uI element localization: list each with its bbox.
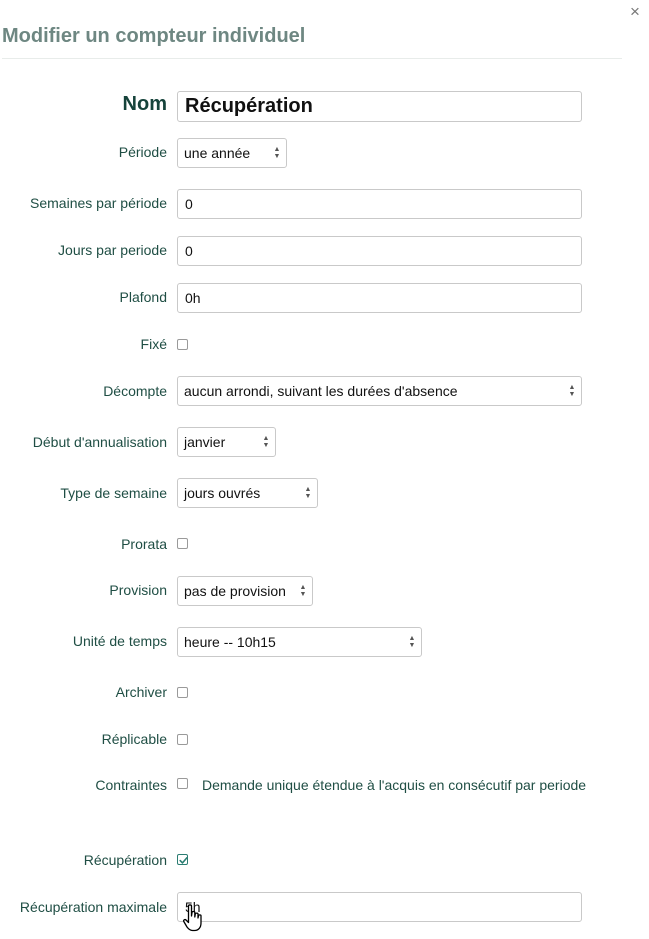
select-arrows-icon: ▲ ▼ [568, 384, 576, 398]
debut-selected: janvier [184, 434, 226, 450]
row-recup-max [0, 892, 649, 922]
row-prorata [0, 536, 649, 552]
row-provision [0, 576, 649, 606]
hand-pointer-icon [182, 903, 206, 933]
prorata-label: Prorata [121, 536, 167, 552]
jours-input[interactable]: 0 [177, 236, 582, 266]
row-fixe [0, 336, 649, 352]
select-arrows-icon: ▲ ▼ [299, 584, 307, 598]
row-decompte [0, 376, 649, 406]
contraintes-label: Contraintes [95, 777, 167, 793]
select-arrows-icon: ▲ ▼ [273, 146, 281, 160]
title-divider [2, 58, 622, 59]
checkmark-icon [178, 855, 189, 866]
provision-selected: pas de provision [184, 583, 286, 599]
plafond-label: Plafond [119, 289, 167, 305]
replicable-label: Réplicable [101, 731, 167, 747]
nom-input[interactable]: Récupération [177, 91, 582, 122]
decompte-selected: aucun arrondi, suivant les durées d'absence [184, 383, 458, 399]
row-plafond [0, 283, 649, 313]
type-semaine-label: Type de semaine [60, 485, 167, 501]
semaines-input[interactable]: 0 [177, 189, 582, 219]
decompte-label: Décompte [103, 383, 167, 399]
archiver-label: Archiver [115, 684, 167, 700]
provision-label: Provision [109, 582, 167, 598]
provision-select[interactable] [177, 576, 313, 606]
archiver-checkbox[interactable] [177, 687, 188, 698]
row-type-semaine [0, 478, 649, 508]
row-recuperation [0, 852, 649, 868]
prorata-checkbox[interactable] [177, 538, 188, 549]
close-icon: × [630, 2, 640, 21]
unite-select[interactable] [177, 627, 422, 657]
dialog-title: Modifier un compteur individuel [2, 25, 306, 47]
select-arrows-icon: ▲ ▼ [304, 486, 312, 500]
recup-max-label: Récupération maximale [19, 899, 167, 915]
decompte-select[interactable] [177, 376, 582, 406]
jours-label: Jours par periode [58, 242, 167, 258]
nom-label: Nom [122, 93, 167, 115]
recup-max-input[interactable]: 5h [177, 892, 582, 922]
fixe-checkbox[interactable] [177, 339, 188, 350]
row-archiver [0, 684, 649, 700]
type-semaine-selected: jours ouvrés [184, 485, 261, 501]
periode-select[interactable] [177, 138, 287, 168]
row-periode [0, 138, 649, 168]
unite-selected: heure -- 10h15 [184, 634, 276, 650]
type-semaine-select[interactable] [177, 478, 318, 508]
row-unite [0, 627, 649, 657]
contraintes-description: Demande unique étendue à l'acquis en consécutif par periode [202, 777, 587, 793]
row-debut [0, 427, 649, 457]
plafond-input[interactable]: 0h [177, 283, 582, 313]
row-contraintes [0, 770, 649, 830]
fixe-label: Fixé [140, 336, 167, 352]
periode-label: Période [118, 144, 167, 160]
close-button[interactable] [627, 3, 643, 21]
recuperation-checkbox[interactable] [177, 854, 188, 865]
debut-label: Début d'annualisation [32, 434, 167, 450]
debut-select[interactable] [177, 427, 276, 457]
replicable-checkbox[interactable] [177, 734, 188, 745]
row-semaines [0, 189, 649, 219]
contraintes-checkbox[interactable] [177, 778, 188, 789]
select-arrows-icon: ▲ ▼ [262, 435, 270, 449]
row-replicable [0, 731, 649, 747]
periode-selected: une année [184, 145, 251, 161]
recuperation-label: Récupération [83, 852, 167, 868]
row-jours [0, 236, 649, 266]
select-arrows-icon: ▲ ▼ [408, 635, 416, 649]
unite-label: Unité de temps [72, 633, 167, 649]
row-nom [0, 91, 649, 122]
semaines-label: Semaines par période [30, 195, 167, 211]
